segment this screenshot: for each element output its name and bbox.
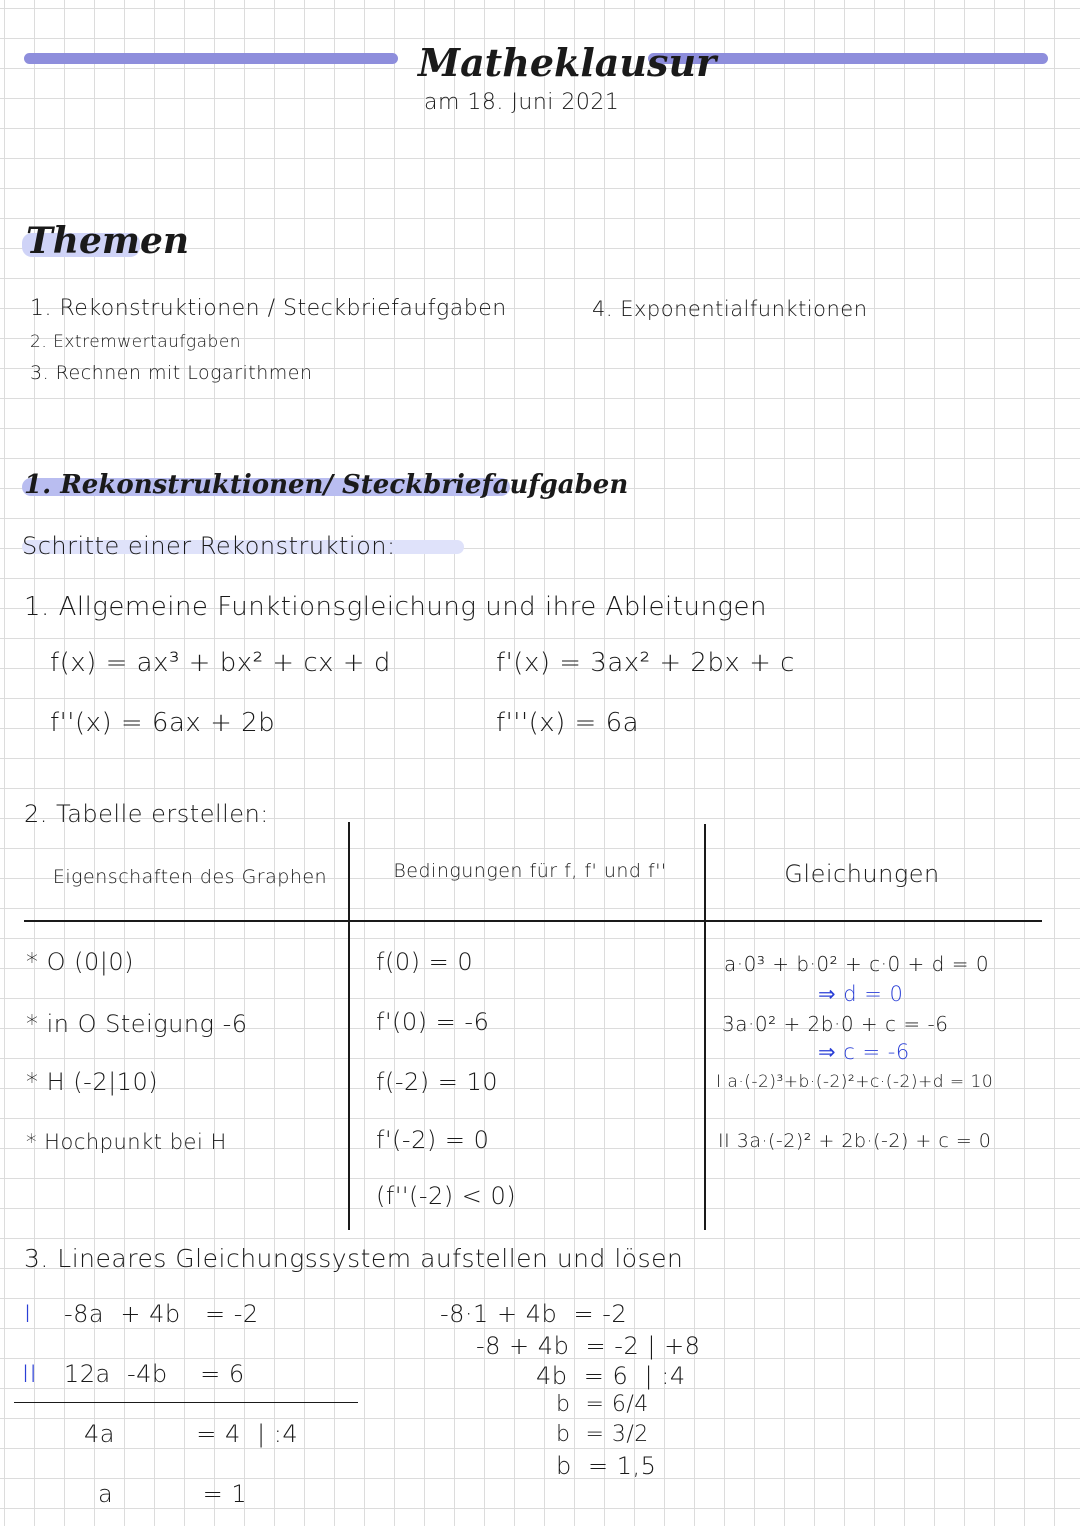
table-cell-3-4: II 3a·(-2)² + 2b·(-2) + c = 0 (718, 1130, 992, 1152)
equation-right-1: -8·1 + 4b = -2 (440, 1300, 628, 1328)
table-header-2: Bedingungen für f, f' und f'' (393, 860, 667, 882)
equation-sum-line (14, 1402, 358, 1403)
header-bar-left (24, 53, 398, 64)
table-cell-1-4: * Hochpunkt bei H (26, 1130, 227, 1154)
themen-item-3: 3. Rechnen mit Logarithmen (30, 362, 313, 384)
equation-right-6: b = 1,5 (556, 1452, 657, 1480)
equation-left-3: 4a = 4 | :4 (84, 1420, 299, 1448)
step3-label: 3. Lineares Gleichungssystem aufstellen und lösen (24, 1244, 684, 1273)
step1-label: 1. Allgemeine Funktionsgleichung und ihre Ableitungen (24, 592, 767, 622)
formula-f3: f'''(x) = 6a (496, 708, 640, 738)
themen-item-4: 4. Exponentialfunktionen (592, 297, 868, 321)
table-cell-1-1: * O (0|0) (26, 948, 134, 976)
table-cell-2-5: (f''(-2) < 0) (376, 1182, 517, 1210)
equation-roman-1: I (24, 1300, 32, 1328)
table-cell-3-3: I a·(-2)³+b·(-2)²+c·(-2)+d = 10 (716, 1072, 994, 1092)
section1-subheading: Schritte einer Rekonstruktion: (22, 532, 396, 560)
table-vline-2 (704, 824, 706, 1230)
equation-right-2: -8 + 4b = -2 | +8 (476, 1332, 701, 1360)
table-cell-3-1: a·0³ + b·0² + c·0 + d = 0 (724, 952, 990, 976)
table-cell-1-2: * in O Steigung -6 (26, 1010, 248, 1038)
section1-heading: 1. Rekonstruktionen/ Steckbriefaufgaben (24, 470, 629, 500)
page-date: am 18. Juni 2021 (424, 90, 620, 115)
table-cell-2-4: f'(-2) = 0 (376, 1126, 490, 1154)
formula-f1: f'(x) = 3ax² + 2bx + c (496, 648, 795, 678)
table-cell-2-2: f'(0) = -6 (376, 1008, 490, 1036)
table-header-1: Eigenschaften des Graphen (52, 866, 328, 888)
equation-roman-2: II (22, 1360, 38, 1388)
table-cell-1-3: * H (-2|10) (26, 1068, 159, 1096)
table-header-3: Gleichungen (784, 860, 940, 888)
equation-right-4: b = 6/4 (556, 1392, 649, 1417)
table-cell-2-3: f(-2) = 10 (376, 1068, 499, 1096)
themen-heading: Themen (26, 220, 190, 262)
table-header-line (24, 920, 1042, 922)
step2-label: 2. Tabelle erstellen: (24, 800, 269, 828)
formula-f2: f''(x) = 6ax + 2b (50, 708, 276, 738)
table-cell-2-1: f(0) = 0 (376, 948, 474, 976)
formula-f: f(x) = ax³ + bx² + cx + d (50, 648, 391, 678)
page-title: Matheklausur (418, 40, 717, 85)
equation-right-3: 4b = 6 | :4 (536, 1362, 686, 1390)
themen-item-1: 1. Rekonstruktionen / Steckbriefaufgaben (30, 296, 507, 321)
table-cell-3-2: 3a·0² + 2b·0 + c = -6 (722, 1012, 949, 1036)
equation-left-1: -8a + 4b = -2 (64, 1300, 259, 1328)
table-vline-1 (348, 822, 350, 1230)
equation-left-4: a = 1 (98, 1480, 248, 1508)
table-cell-3-1-result: ⇒ d = 0 (818, 982, 904, 1006)
themen-item-2: 2. Extremwertaufgaben (30, 332, 242, 352)
equation-right-5: b = 3/2 (556, 1422, 649, 1447)
table-cell-3-2-result: ⇒ c = -6 (818, 1040, 910, 1064)
equation-left-2: 12a -4b = 6 (64, 1360, 245, 1388)
